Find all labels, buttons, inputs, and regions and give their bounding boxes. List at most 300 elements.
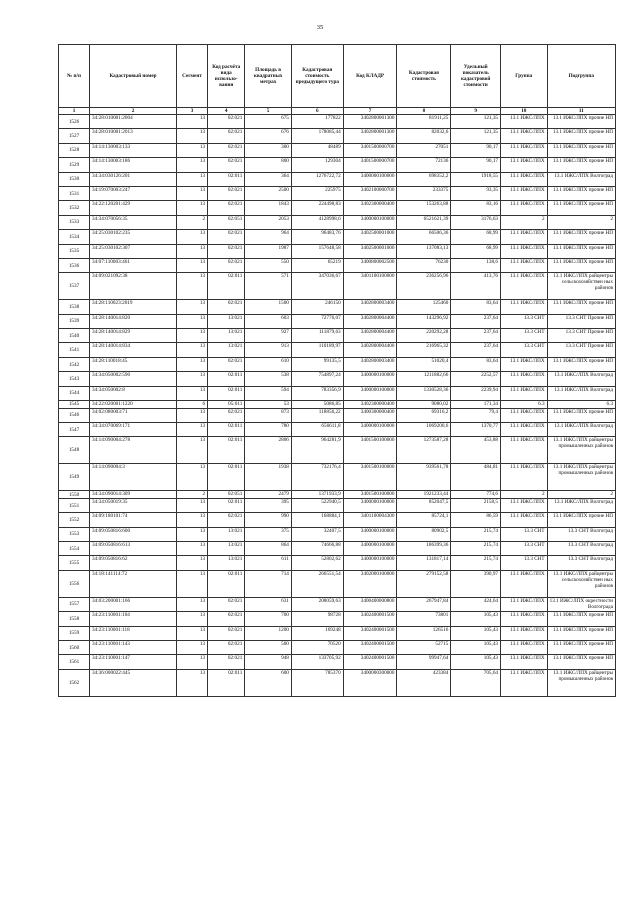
cadastral-cost-cell: 220292,28 <box>397 329 451 343</box>
kladr-code-cell: 3401100100000 <box>343 273 397 300</box>
subgroup-cell: 13.3 СНТ Прочие НП <box>547 343 615 357</box>
cadastral-number-cell: 34:18:141114:72 <box>90 570 177 597</box>
segment-cell: 13 <box>177 626 208 640</box>
area-cell: 1987 <box>245 244 292 258</box>
column-header: Кадастровая стоимость <box>397 45 451 108</box>
subgroup-cell: 13.1 ИЖС/ЛПХ Волгоград <box>547 386 615 400</box>
usage-code-cell: 02:021 <box>208 115 245 129</box>
cadastral-number-cell: 34:25:030102:235 <box>90 230 177 244</box>
segment-cell: 13 <box>177 343 208 357</box>
column-header: Код КЛАДР <box>343 45 397 108</box>
segment-cell: 2 <box>177 491 208 499</box>
segment-cell: 13 <box>177 612 208 626</box>
column-header: Площадь в квадратных метрах <box>245 45 292 108</box>
usage-code-cell: 02:051 <box>208 491 245 499</box>
previous-cost-cell: 111879,63 <box>291 329 343 343</box>
kladr-code-cell: 3402800004400 <box>343 329 397 343</box>
segment-cell: 13 <box>177 201 208 215</box>
previous-cost-cell: 48489 <box>291 143 343 157</box>
group-cell: 13.1 ИЖС/ЛПХ <box>501 230 548 244</box>
cadastral-number-cell: 34:23:110001:118 <box>90 626 177 640</box>
cadastral-cost-cell: 125460 <box>397 300 451 314</box>
cadastral-number-cell: 34:34:050002:590 <box>90 372 177 386</box>
row-number-cell: 1546 <box>59 408 90 422</box>
table-row <box>59 556 616 570</box>
segment-cell: 13 <box>177 329 208 343</box>
cadastral-number-cell: 34:28:140014:820 <box>90 314 177 328</box>
kladr-code-cell: 3402800003400 <box>343 357 397 371</box>
row-number-cell: 1560 <box>59 640 90 654</box>
cadastral-cost-cell: 1211882,66 <box>397 372 451 386</box>
cadastral-cost-cell: 72136 <box>397 158 451 172</box>
table-row <box>59 386 616 400</box>
segment-cell: 13 <box>177 570 208 597</box>
kladr-code-cell: 3400000100000 <box>343 172 397 186</box>
kladr-code-cell: 3401500100000 <box>343 491 397 499</box>
usage-code-cell: 02:021 <box>208 186 245 200</box>
usage-code-cell: 02:021 <box>208 230 245 244</box>
row-number-cell: 1559 <box>59 626 90 640</box>
cadastral-number-cell: 34:09:021092:38 <box>90 273 177 300</box>
row-number-cell: 1549 <box>59 464 90 491</box>
subgroup-cell: 2 <box>547 491 615 499</box>
area-cell: 610 <box>245 357 292 371</box>
subgroup-cell: 13.1 ИЖС/ЛПХ Волгоград <box>547 172 615 186</box>
previous-cost-cell: 347036,67 <box>291 273 343 300</box>
specific-cost-cell: 90,17 <box>451 143 501 157</box>
column-header: № п/п <box>59 45 90 108</box>
subgroup-cell: 13.1 ИЖС/ЛПХ прочие НП <box>547 300 615 314</box>
area-cell: 800 <box>245 158 292 172</box>
kladr-code-cell: 3400000300000 <box>343 669 397 696</box>
subgroup-cell: 2 <box>547 215 615 229</box>
kladr-code-cell: 3402800004400 <box>343 314 397 328</box>
area-cell: 864 <box>245 541 292 555</box>
usage-code-cell: 02:021 <box>208 244 245 258</box>
usage-code-cell: 13:021 <box>208 527 245 541</box>
segment-cell: 13 <box>177 172 208 186</box>
cadastral-number-cell: 34:22:120201:429 <box>90 201 177 215</box>
group-cell: 13.1 ИЖС/ЛПХ <box>501 437 548 464</box>
group-cell: 13.3 СНТ <box>501 541 548 555</box>
specific-cost-cell: 105,43 <box>451 640 501 654</box>
group-cell: 13.1 ИЖС/ЛПХ <box>501 464 548 491</box>
column-number: 10 <box>501 108 548 115</box>
previous-cost-cell: 4128998,6 <box>291 215 343 229</box>
kladr-code-cell: 3401500100000 <box>343 437 397 464</box>
table-row <box>59 215 616 229</box>
cadastral-number-cell: 34:14:130003:186 <box>90 158 177 172</box>
area-cell: 2053 <box>245 215 292 229</box>
specific-cost-cell: 171,34 <box>451 401 501 409</box>
previous-cost-cell: 266551,54 <box>291 570 343 597</box>
specific-cost-cell: 484,81 <box>451 464 501 491</box>
group-cell: 13.1 ИЖС/ЛПХ <box>501 597 548 611</box>
segment-cell: 13 <box>177 597 208 611</box>
specific-cost-cell: 237,64 <box>451 314 501 328</box>
specific-cost-cell: 705,64 <box>451 669 501 696</box>
cadastral-number-cell: 34:23:110001:147 <box>90 655 177 669</box>
row-number-cell: 1561 <box>59 655 90 669</box>
row-number-cell: 1532 <box>59 201 90 215</box>
row-number-cell: 1537 <box>59 273 90 300</box>
group-cell: 13.1 ИЖС/ЛПХ <box>501 115 548 129</box>
subgroup-cell: 13.1 ИЖС/ЛПХ прочие НП <box>547 357 615 371</box>
row-number-cell: 1529 <box>59 158 90 172</box>
row-number-cell: 1562 <box>59 669 90 696</box>
kladr-code-cell: 3400000100000 <box>343 422 397 436</box>
area-cell: 500 <box>245 640 292 654</box>
usage-code-cell: 02:021 <box>208 640 245 654</box>
subgroup-cell: 13.3 СНТ Прочие НП <box>547 329 615 343</box>
row-number-cell: 1558 <box>59 612 90 626</box>
table-row <box>59 329 616 343</box>
cadastral-cost-cell: 131817,14 <box>397 556 451 570</box>
area-cell: 873 <box>245 408 292 422</box>
specific-cost-cell: 1918,55 <box>451 172 501 186</box>
cadastral-number-cell: 34:23:110001:104 <box>90 612 177 626</box>
previous-cost-cell: 133705,92 <box>291 655 343 669</box>
segment-cell: 13 <box>177 115 208 129</box>
segment-cell: 13 <box>177 300 208 314</box>
subgroup-cell: 13.1 ИЖС/ЛПХ прочие НП <box>547 115 615 129</box>
table-body <box>59 108 616 697</box>
area-cell: 927 <box>245 329 292 343</box>
cadastral-cost-cell: 1273587,28 <box>397 437 451 464</box>
cadastral-number-cell: 34:14:090004:3 <box>90 464 177 491</box>
previous-cost-cell: 5086,85 <box>291 401 343 409</box>
row-number-cell: 1531 <box>59 186 90 200</box>
table-row <box>59 513 616 527</box>
cadastral-cost-cell: 186399,36 <box>397 541 451 555</box>
column-number: 9 <box>451 108 501 115</box>
cadastral-number-cell: 34:28:010001:2013 <box>90 129 177 143</box>
column-header: Кадастровый номер <box>90 45 177 108</box>
segment-cell: 13 <box>177 513 208 527</box>
subgroup-cell: 13.3 СНТ Волгоград <box>547 556 615 570</box>
group-cell: 13.3 СНТ <box>501 314 548 328</box>
group-cell: 13.3 СНТ <box>501 343 548 357</box>
table-row <box>59 464 616 491</box>
segment-cell: 13 <box>177 230 208 244</box>
area-cell: 603 <box>245 314 292 328</box>
usage-code-cell: 02:011 <box>208 273 245 300</box>
area-cell: 538 <box>245 372 292 386</box>
group-cell: 13.1 ИЖС/ЛПХ <box>501 258 548 272</box>
usage-code-cell: 02:021 <box>208 513 245 527</box>
cadastral-number-cell: 34:28:010001:2004 <box>90 115 177 129</box>
previous-cost-cell: 157648,58 <box>291 244 343 258</box>
previous-cost-cell: 74666,88 <box>291 541 343 555</box>
group-cell: 13.1 ИЖС/ЛПХ <box>501 357 548 371</box>
segment-cell: 13 <box>177 273 208 300</box>
subgroup-cell: 13.3 СНТ Волгоград <box>547 541 615 555</box>
area-cell: 2500 <box>245 186 292 200</box>
cadastral-number-cell: 34:23:110001:143 <box>90 640 177 654</box>
subgroup-cell: 13.1 ИЖС/ЛПХ райцентры промышленных районов <box>547 669 615 696</box>
specific-cost-cell: 2239,94 <box>451 386 501 400</box>
cadastral-cost-cell: 81911,25 <box>397 115 451 129</box>
segment-cell: 13 <box>177 357 208 371</box>
specific-cost-cell: 93,35 <box>451 186 501 200</box>
group-cell: 13.1 ИЖС/ЛПХ <box>501 372 548 386</box>
previous-cost-cell: 208059,63 <box>291 597 343 611</box>
kladr-code-cell: 3400000100000 <box>343 556 397 570</box>
usage-code-cell: 02:011 <box>208 422 245 436</box>
usage-code-cell: 02:021 <box>208 626 245 640</box>
previous-cost-cell: 177822 <box>291 115 343 129</box>
previous-cost-cell: 754897,24 <box>291 372 343 386</box>
table-row <box>59 541 616 555</box>
area-cell: 676 <box>245 129 292 143</box>
column-number: 5 <box>245 108 292 115</box>
segment-cell: 2 <box>177 215 208 229</box>
group-cell: 13.1 ИЖС/ЛПХ <box>501 273 548 300</box>
kladr-code-cell: 3401100004300 <box>343 513 397 527</box>
specific-cost-cell: 138,6 <box>451 258 501 272</box>
segment-cell: 13 <box>177 143 208 157</box>
subgroup-cell: 13.1 ИЖС/ЛПХ райцентры промышленных районов <box>547 437 615 464</box>
row-number-cell: 1539 <box>59 314 90 328</box>
group-cell: 2 <box>501 215 548 229</box>
kladr-code-cell: 3400000100000 <box>343 215 397 229</box>
cadastral-cost-cell: 27051 <box>397 143 451 157</box>
usage-code-cell: 13:021 <box>208 314 245 328</box>
cadastral-cost-cell: 216965,32 <box>397 343 451 357</box>
cadastral-cost-cell: 852047,5 <box>397 498 451 512</box>
previous-cost-cell: 732176,4 <box>291 464 343 491</box>
cadastral-number-cell: 34:03:200001:166 <box>90 597 177 611</box>
column-number: 8 <box>397 108 451 115</box>
previous-cost-cell: 178085,44 <box>291 129 343 143</box>
specific-cost-cell: 215,74 <box>451 556 501 570</box>
cadastral-cost-cell: 1921233,44 <box>397 491 451 499</box>
specific-cost-cell: 215,74 <box>451 527 501 541</box>
table-row <box>59 357 616 371</box>
area-cell: 948 <box>245 655 292 669</box>
previous-cost-cell: 70520 <box>291 640 343 654</box>
usage-code-cell: 02:021 <box>208 408 245 422</box>
segment-cell: 13 <box>177 422 208 436</box>
row-number-cell: 1553 <box>59 527 90 541</box>
kladr-code-cell: 3402800004400 <box>343 343 397 357</box>
usage-code-cell: 02:021 <box>208 201 245 215</box>
usage-code-cell: 13:021 <box>208 556 245 570</box>
table-row <box>59 626 616 640</box>
specific-cost-cell: 2252,57 <box>451 372 501 386</box>
group-cell: 13.1 ИЖС/ЛПХ <box>501 186 548 200</box>
cadastral-number-cell: 34:34:030126:201 <box>90 172 177 186</box>
cadastral-number-cell: 34:34:070069:171 <box>90 422 177 436</box>
area-cell: 700 <box>245 612 292 626</box>
table-row <box>59 372 616 386</box>
table-row <box>59 186 616 200</box>
cadastral-cost-cell: 698352,2 <box>397 172 451 186</box>
row-number-cell: 1538 <box>59 300 90 314</box>
previous-cost-cell: 72776,07 <box>291 314 343 328</box>
row-number-cell: 1528 <box>59 143 90 157</box>
row-number-cell: 1535 <box>59 244 90 258</box>
previous-cost-cell: 785370 <box>291 669 343 696</box>
specific-cost-cell: 121,35 <box>451 115 501 129</box>
kladr-code-cell: 3400400000800 <box>343 597 397 611</box>
area-cell: 53 <box>245 401 292 409</box>
kladr-code-cell: 3400000100000 <box>343 527 397 541</box>
table-row <box>59 129 616 143</box>
kladr-code-cell: 3402800003400 <box>343 300 397 314</box>
table-row <box>59 669 616 696</box>
cadastral-number-cell: 34:09:180101:74 <box>90 513 177 527</box>
segment-cell: 13 <box>177 129 208 143</box>
group-cell: 13.1 ИЖС/ЛПХ <box>501 570 548 597</box>
kladr-code-cell: 3402800001300 <box>343 129 397 143</box>
row-number-cell: 1541 <box>59 343 90 357</box>
usage-code-cell: 02:021 <box>208 597 245 611</box>
cadastral-number-cell: 34:14:090004:278 <box>90 437 177 464</box>
specific-cost-cell: 83,16 <box>451 201 501 215</box>
previous-cost-cell: 964281,9 <box>291 437 343 464</box>
row-number-cell: 1547 <box>59 422 90 436</box>
area-cell: 375 <box>245 527 292 541</box>
specific-cost-cell: 390,97 <box>451 570 501 597</box>
subgroup-cell: 13.1 ИЖС/ЛПХ прочие НП <box>547 201 615 215</box>
group-cell: 13.1 ИЖС/ЛПХ <box>501 626 548 640</box>
group-cell: 13.1 ИЖС/ЛПХ <box>501 244 548 258</box>
kladr-code-cell: 3402500001000 <box>343 244 397 258</box>
column-header: Кадастровая стоимость предыдущего тура <box>291 45 343 108</box>
area-cell: 631 <box>245 597 292 611</box>
area-cell: 990 <box>245 513 292 527</box>
kladr-code-cell: 3400000100000 <box>343 541 397 555</box>
table-row <box>59 612 616 626</box>
previous-cost-cell: 169248 <box>291 626 343 640</box>
previous-cost-cell: 656611,8 <box>291 422 343 436</box>
cadastral-cost-cell: 85724,1 <box>397 513 451 527</box>
segment-cell: 13 <box>177 527 208 541</box>
segment-cell: 13 <box>177 464 208 491</box>
row-number-cell: 1534 <box>59 230 90 244</box>
group-cell: 13.1 ИЖС/ЛПХ <box>501 172 548 186</box>
area-cell: 395 <box>245 498 292 512</box>
column-header: Удельный показатель кадастровой стоимости <box>451 45 501 108</box>
area-cell: 1200 <box>245 626 292 640</box>
group-cell: 13.1 ИЖС/ЛПХ <box>501 158 548 172</box>
previous-cost-cell: 168884,1 <box>291 513 343 527</box>
kladr-code-cell: 3402400001500 <box>343 655 397 669</box>
column-number: 6 <box>291 108 343 115</box>
segment-cell: 13 <box>177 541 208 555</box>
segment-cell: 13 <box>177 314 208 328</box>
cadastral-cost-cell: 137083,13 <box>397 244 451 258</box>
area-cell: 1843 <box>245 201 292 215</box>
column-header: Сегмент <box>177 45 208 108</box>
kladr-code-cell: 3400000100000 <box>343 386 397 400</box>
subgroup-cell: 13.1 ИЖС/ЛПХ райцентры сельскохозяйствен ных районов <box>547 273 615 300</box>
previous-cost-cell: 1371933,9 <box>291 491 343 499</box>
cadastral-cost-cell: 6521621,39 <box>397 215 451 229</box>
specific-cost-cell: 413,76 <box>451 273 501 300</box>
cadastral-number-cell: 34:09:050816:613 <box>90 541 177 555</box>
table-row <box>59 401 616 409</box>
table-row <box>59 343 616 357</box>
specific-cost-cell: 105,43 <box>451 626 501 640</box>
specific-cost-cell: 86,59 <box>451 513 501 527</box>
previous-cost-cell: 52802,62 <box>291 556 343 570</box>
kladr-code-cell: 3401500100000 <box>343 464 397 491</box>
row-number-cell: 1557 <box>59 597 90 611</box>
usage-code-cell: 13:021 <box>208 343 245 357</box>
column-number: 3 <box>177 108 208 115</box>
table-row <box>59 300 616 314</box>
specific-cost-cell: 237,64 <box>451 329 501 343</box>
area-cell: 594 <box>245 386 292 400</box>
subgroup-cell: 13.1 ИЖС/ЛПХ прочие НП <box>547 244 615 258</box>
previous-cost-cell: 129304 <box>291 158 343 172</box>
usage-code-cell: 02:011 <box>208 372 245 386</box>
previous-cost-cell: 225975 <box>291 186 343 200</box>
row-number-cell: 1536 <box>59 258 90 272</box>
table-row <box>59 408 616 422</box>
segment-cell: 13 <box>177 158 208 172</box>
specific-cost-cell: 1370,77 <box>451 422 501 436</box>
cadastral-cost-cell: 143296,92 <box>397 314 451 328</box>
specific-cost-cell: 68,99 <box>451 244 501 258</box>
specific-cost-cell: 237,64 <box>451 343 501 357</box>
group-cell: 13.1 ИЖС/ЛПХ <box>501 201 548 215</box>
column-number: 4 <box>208 108 245 115</box>
row-number-cell: 1551 <box>59 498 90 512</box>
area-cell: 964 <box>245 230 292 244</box>
group-cell: 13.1 ИЖС/ЛПХ <box>501 655 548 669</box>
usage-code-cell: 02:021 <box>208 655 245 669</box>
row-number-cell: 1527 <box>59 129 90 143</box>
previous-cost-cell: 224498,83 <box>291 201 343 215</box>
table-row <box>59 158 616 172</box>
row-number-cell: 1530 <box>59 172 90 186</box>
group-cell: 2 <box>501 491 548 499</box>
column-number: 11 <box>547 108 615 115</box>
area-cell: 2806 <box>245 437 292 464</box>
previous-cost-cell: 98728 <box>291 612 343 626</box>
cadastral-number-cell: 34:09:050816:62 <box>90 556 177 570</box>
cadastral-cost-cell: 423384 <box>397 669 451 696</box>
cadastral-cost-cell: 939561,78 <box>397 464 451 491</box>
segment-cell: 13 <box>177 640 208 654</box>
table-row <box>59 437 616 464</box>
specific-cost-cell: 90,17 <box>451 158 501 172</box>
table-row <box>59 143 616 157</box>
previous-cost-cell: 783356,9 <box>291 386 343 400</box>
row-number-cell: 1540 <box>59 329 90 343</box>
specific-cost-cell: 424,64 <box>451 597 501 611</box>
subgroup-cell: 13.1 ИЖС/ЛПХ окрестности Волгограда <box>547 597 615 611</box>
subgroup-cell: 6.3 <box>547 401 615 409</box>
subgroup-cell: 13.1 ИЖС/ЛПХ прочие НП <box>547 612 615 626</box>
usage-code-cell: 02:011 <box>208 172 245 186</box>
specific-cost-cell: 105,43 <box>451 612 501 626</box>
kladr-code-cell: 3402300000400 <box>343 401 397 409</box>
subgroup-cell: 13.1 ИЖС/ЛПХ прочие НП <box>547 626 615 640</box>
cadastral-cost-cell: 126516 <box>397 626 451 640</box>
group-cell: 6.3 <box>501 401 548 409</box>
kladr-code-cell: 3402800001300 <box>343 115 397 129</box>
group-cell: 13.3 СНТ <box>501 527 548 541</box>
previous-cost-cell: 246150 <box>291 300 343 314</box>
usage-code-cell: 02:021 <box>208 357 245 371</box>
specific-cost-cell: 121,35 <box>451 129 501 143</box>
group-cell: 13.1 ИЖС/ЛПХ <box>501 386 548 400</box>
segment-cell: 13 <box>177 437 208 464</box>
